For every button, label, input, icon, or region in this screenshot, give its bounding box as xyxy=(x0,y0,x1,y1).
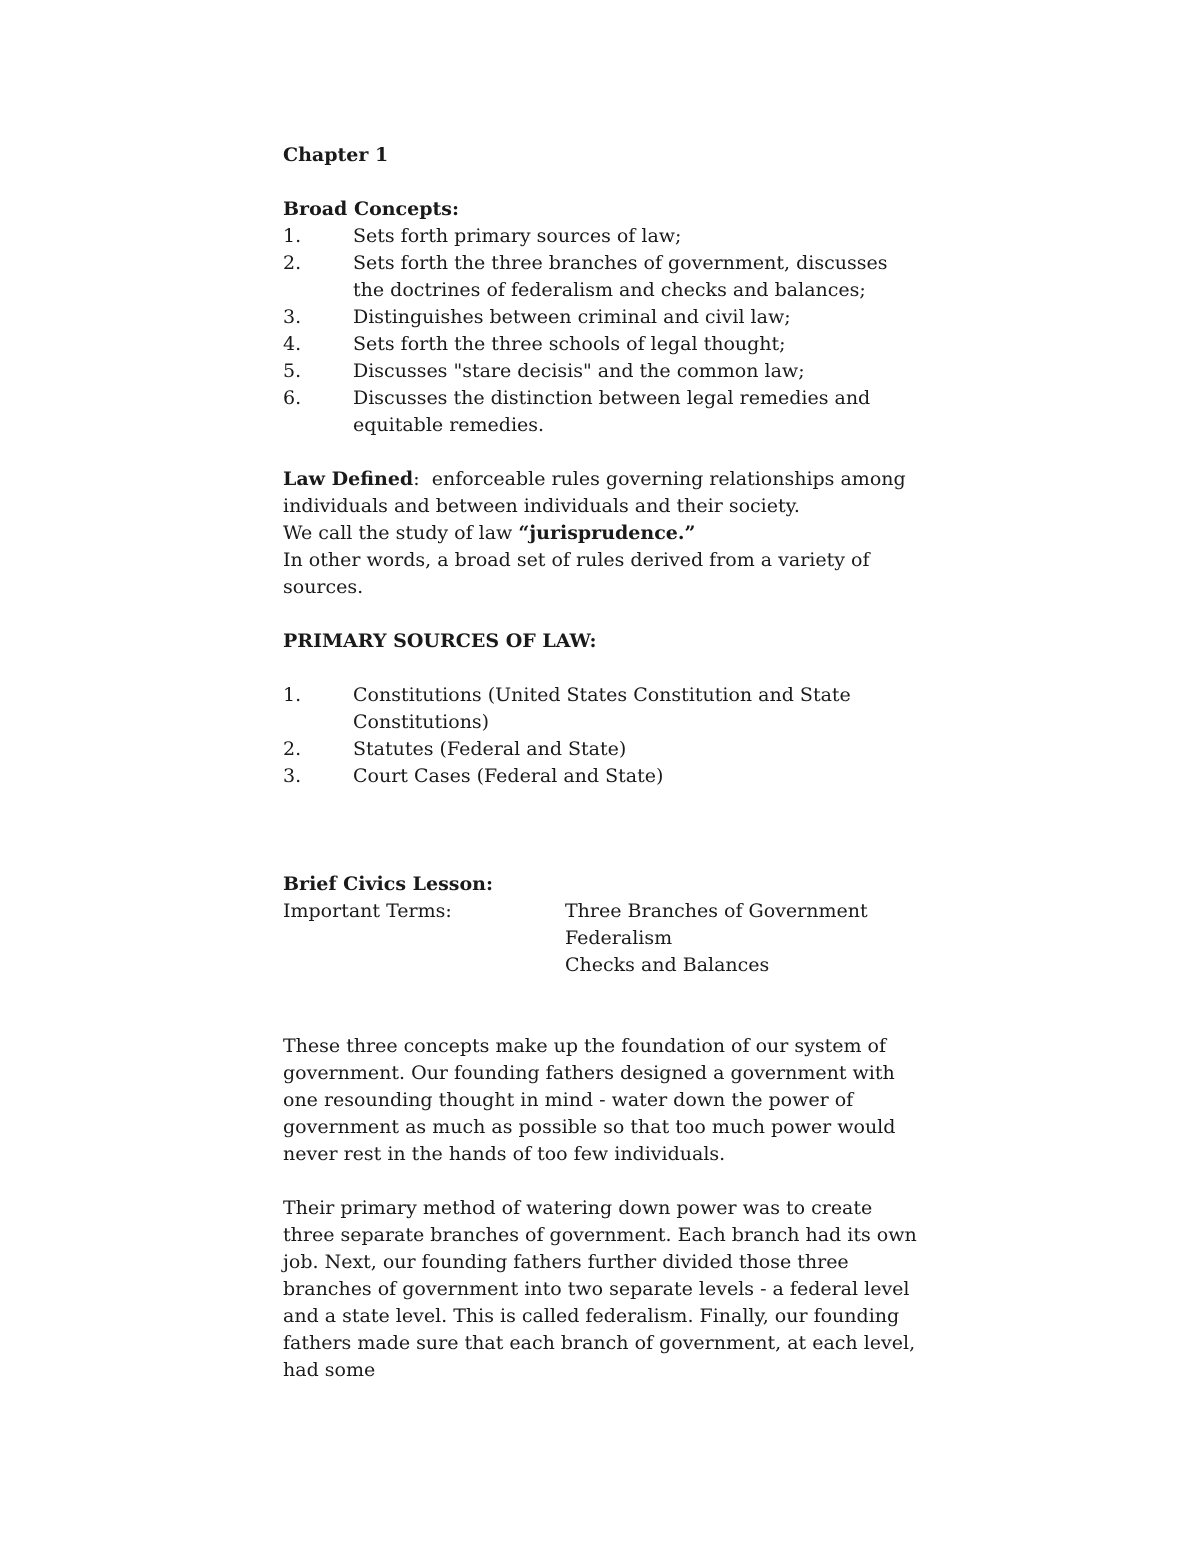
important-terms-label: Important Terms: xyxy=(283,900,452,922)
list-item-number: 1. xyxy=(283,684,302,706)
other-words-paragraph: In other words, a broad set of rules derived from a variety of sources. xyxy=(283,549,870,598)
list-item-number: 2. xyxy=(283,252,302,274)
list-item-text: Sets forth the three schools of legal thought; xyxy=(353,333,786,355)
law-defined-definition: enforceable rules governing relationships among individuals and between individuals and their society. xyxy=(283,468,906,517)
spacer xyxy=(283,844,923,871)
jurisprudence-line xyxy=(283,520,918,547)
list-item-number: 4. xyxy=(283,333,302,355)
chapter-title: Chapter 1 xyxy=(283,144,389,166)
list-item-text: Constitutions (United States Constitution and State Constitutions) xyxy=(353,684,851,733)
document-body xyxy=(283,142,923,1384)
term-item: Three Branches of Government xyxy=(565,900,868,922)
primary-sources-heading: PRIMARY SOURCES OF LAW: xyxy=(283,630,597,652)
civics-heading: Brief Civics Lesson: xyxy=(283,873,493,895)
spacer xyxy=(283,979,923,1006)
list-item xyxy=(283,763,923,790)
list-item xyxy=(283,304,923,331)
list-item-text: Distinguishes between criminal and civil law; xyxy=(353,306,791,328)
spacer xyxy=(283,655,923,682)
list-item xyxy=(283,250,923,304)
law-defined-term: Law Defined xyxy=(283,468,414,490)
list-item-text: Court Cases (Federal and State) xyxy=(353,765,664,787)
list-item-number: 3. xyxy=(283,306,302,328)
list-item-number: 2. xyxy=(283,738,302,760)
study-prefix: We call the study of law xyxy=(283,522,519,544)
term-item: Checks and Balances xyxy=(565,954,770,976)
list-item-number: 3. xyxy=(283,765,302,787)
list-item-text: Discusses "stare decisis" and the common law; xyxy=(353,360,805,382)
list-item-text: Discusses the distinction between legal remedies and equitable remedies. xyxy=(353,387,871,436)
law-defined-paragraph xyxy=(283,466,918,520)
list-item-text: Statutes (Federal and State) xyxy=(353,738,627,760)
spacer xyxy=(283,601,923,628)
list-item-text: Sets forth primary sources of law; xyxy=(353,225,682,247)
spacer xyxy=(283,439,923,466)
spacer xyxy=(283,790,923,817)
jurisprudence-term: “jurisprudence.” xyxy=(518,522,696,544)
list-item xyxy=(283,358,923,385)
list-item-number: 1. xyxy=(283,225,302,247)
spacer xyxy=(283,169,923,196)
list-item-text: Sets forth the three branches of government, discusses the doctrines of federalism and checks and balances; xyxy=(353,252,888,301)
spacer xyxy=(283,1006,923,1033)
spacer xyxy=(283,817,923,844)
term-item: Federalism xyxy=(565,927,673,949)
list-item xyxy=(283,736,923,763)
civics-paragraph-1: These three concepts make up the foundation of our system of government. Our founding fathers designed a government with one resounding thought in mind - water down the power of government as much as possible so that too much power would never rest in the hands of too few individuals. xyxy=(283,1035,896,1165)
list-item-number: 6. xyxy=(283,387,302,409)
list-item xyxy=(283,223,923,250)
important-terms xyxy=(283,898,923,979)
broad-concepts-heading: Broad Concepts: xyxy=(283,198,459,220)
primary-sources-list xyxy=(283,682,923,790)
list-item xyxy=(283,682,923,736)
spacer xyxy=(283,1168,923,1195)
important-terms-list xyxy=(565,898,868,979)
civics-paragraph-2: Their primary method of watering down power was to create three separate branches of government. Each branch had its own job. Next, our founding fathers further divided those three branches of government into two separate levels - a federal level and a state level. This is called federalism. Finally, our founding fathers made sure that each branch of government, at each level, had some xyxy=(283,1197,917,1381)
list-item-number: 5. xyxy=(283,360,302,382)
list-item xyxy=(283,331,923,358)
broad-concepts-list xyxy=(283,223,923,439)
list-item xyxy=(283,385,923,439)
law-defined-colon: : xyxy=(413,468,420,490)
